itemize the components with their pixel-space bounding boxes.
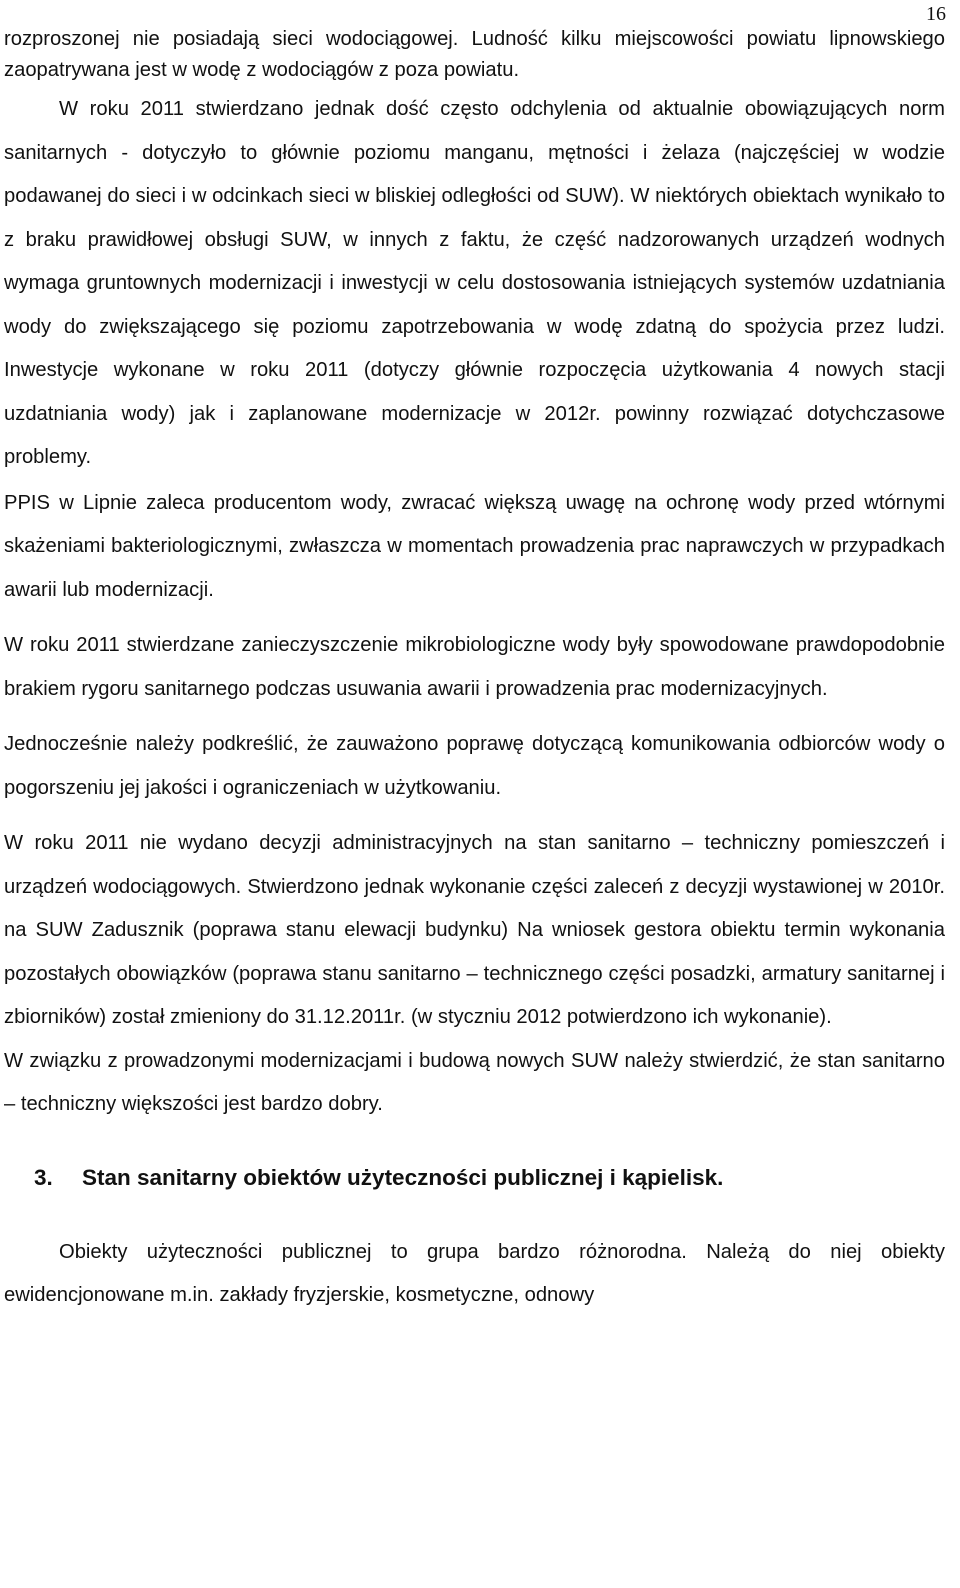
paragraph-deviations: W roku 2011 stwierdzano jednak dość często odchylenia od aktualnie obowiązujących norm sanitarnych - dotyczyło to głównie poziomu manganu, mętności i żelaza (najczęściej w wodzie podawanej do sieci i w odcinkach sieci w bliskiej odległości od SUW). W niektórych obiektach wynikało to z braku prawidłowej obsługi SUW, w innych z faktu, że część nadzorowanych urządzeń wodnych wymaga gruntownych modernizacji i inwestycji w celu dostosowania istniejących systemów uzdatniania wody do zwiększającego się poziomu zapotrzebowania w wodę zdatną do spożycia przez ludzi. Inwestycje wykonane w roku 2011 (dotyczy głównie rozpoczęcia użytkowania 4 nowych stacji uzdatniania wody) jak i zaplanowane modernizacje w 2012r. powinny rozwiązać dotychczasowe problemy.	[4, 98, 945, 468]
paragraph-contamination: W roku 2011 stwierdzane zanieczyszczenie mikrobiologiczne wody były spowodowane prawdopodobnie brakiem rygoru sanitarnego podczas usuwania awarii i prowadzenia prac modernizacyjnych.	[4, 634, 945, 700]
paragraph-communication: Jednocześnie należy podkreślić, że zauważono poprawę dotyczącą komunikowania odbiorców wody o pogorszeniu jej jakości i ograniczeniach w użytkowaniu.	[4, 733, 945, 799]
paragraph-public-facilities: Obiekty użyteczności publicznej to grupa bardzo różnorodna. Należą do niej obiekty ewidencjonowane m.in. zakłady fryzjerskie, kosmetyczne, odnowy	[4, 1240, 945, 1306]
paragraph-water-supply: rozproszonej nie posiadają sieci wodociągowej. Ludność kilku miejscowości powiatu lipnowskiego zaopatrywana jest w wodę z wodociągów z poza powiatu.	[4, 28, 945, 81]
section-title: Stan sanitarny obiektów użyteczności publicznej i kąpielisk.	[82, 1164, 724, 1190]
section-heading	[4, 1155, 945, 1201]
paragraph-recommendation: PPIS w Lipnie zaleca producentom wody, zwracać większą uwagę na ochronę wody przed wtórnymi skażeniami bakteriologicznymi, zwłaszcza w momentach prowadzenia prac naprawczych w przypadkach awarii lub modernizacji.	[4, 491, 945, 601]
page-number: 16	[926, 3, 946, 25]
paragraph-conclusion: W związku z prowadzonymi modernizacjami i budową nowych SUW należy stwierdzić, że stan sanitarno – techniczny większości jest bardzo dobry.	[4, 1049, 945, 1115]
paragraph-decisions: W roku 2011 nie wydano decyzji administracyjnych na stan sanitarno – techniczny pomieszczeń i urządzeń wodociągowych. Stwierdzono jednak wykonanie części zaleceń z decyzji wystawionej w 2010r. na SUW Zadusznik (poprawa stanu elewacji budynku) Na wniosek gestora obiektu termin wykonania pozostałych obowiązków (poprawa stanu sanitarno – technicznego części posadzki, armatury sanitarnej i zbiorników) został zmieniony do 31.12.2011r. (w styczniu 2012 potwierdzono ich wykonanie).	[4, 832, 945, 1028]
section-number: 3.	[34, 1164, 53, 1190]
document-body	[4, 24, 945, 1318]
